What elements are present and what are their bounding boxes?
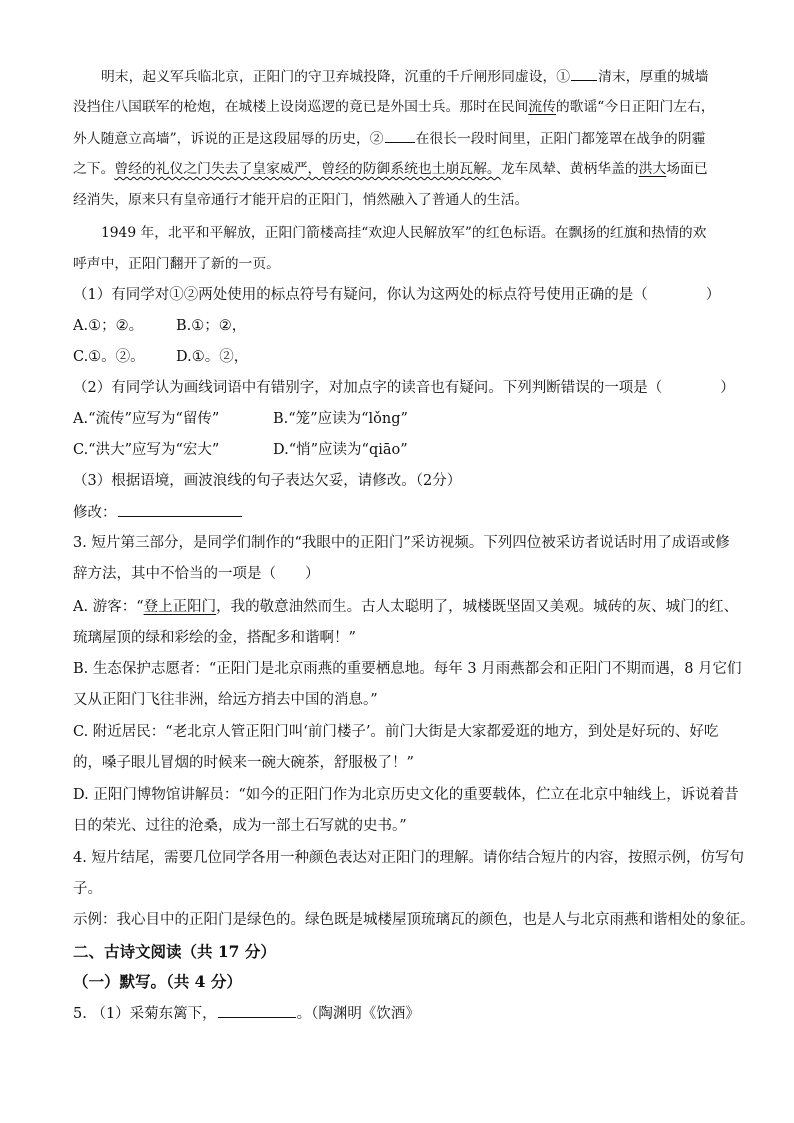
question-3-stem: （3）根据语境，画波浪线的句子表达欠妥，请修改。（2分） bbox=[73, 473, 462, 489]
option-a[interactable]: A.“流传”应写为“留传” bbox=[73, 411, 220, 427]
option-b-line[interactable]: 又从正阳门飞往非洲，给远方捎去中国的消息。” bbox=[73, 692, 378, 708]
option-d-line[interactable]: 日的荣光、过往的沧桑，成为一部土石写就的史书。” bbox=[73, 818, 407, 834]
option-b-line[interactable]: B. 生态保护志愿者：“正阳门是北京雨燕的重要栖息地。每年 3 月雨燕都会和正阳门不期而遇，8 月它们 bbox=[73, 661, 742, 677]
underlined-word-liuchuan: 流传 bbox=[528, 99, 556, 115]
option-c-line[interactable]: 的，嗓子眼儿冒烟的时候来一碗大碗茶，舒服极了！” bbox=[73, 755, 414, 771]
item-4-stem-line: 4. 短片结尾，需要几位同学各用一种颜色表达对正阳门的理解。请你结合短片的内容，按照示例，仿写句 bbox=[73, 850, 744, 866]
blank-2[interactable] bbox=[385, 128, 415, 143]
option-a-line[interactable] bbox=[73, 597, 738, 617]
question-5-line bbox=[73, 1003, 420, 1024]
passage-line bbox=[101, 66, 708, 87]
passage-text: 场面已 bbox=[666, 161, 708, 177]
passage-text: 外人随意立高墙”，诉说的正是这段屈辱的历史，② bbox=[73, 131, 384, 147]
answer-blank[interactable] bbox=[218, 1003, 296, 1018]
item-3-stem-line: 3. 短片第三部分，是同学们制作的“我眼中的正阳门”采访视频。下列四位被采访者说话时用了成语或修 bbox=[73, 535, 730, 551]
answer-label: 修改： bbox=[73, 505, 117, 521]
question-2-stem: （2）有同学认为画线词语中有错别字，对加点字的读音也有疑问。下列判断错误的一项是（ ） bbox=[73, 380, 735, 396]
question-5-text: 5. （1）采菊东篱下， bbox=[73, 1006, 217, 1022]
option-d[interactable]: D.“悄”应读为“qiāo” bbox=[273, 442, 408, 458]
item-4-stem-line: 子。 bbox=[73, 881, 102, 897]
option-d-line[interactable]: D. 正阳门博物馆讲解员：“如今的正阳门作为北京历史文化的重要载体，伫立在北京中轴线上，诉说着昔 bbox=[73, 787, 739, 803]
passage-line bbox=[73, 254, 280, 274]
question-5-source: 。（陶渊明《饮酒》 bbox=[296, 1006, 420, 1022]
passage-text: 呼声中，正阳门翻开了新的一页。 bbox=[73, 256, 280, 272]
question-1-stem: （1）有同学对①②两处使用的标点符号有疑问，你认为这两处的标点符号使用正确的是（ ） bbox=[73, 287, 721, 303]
section-heading: 二、古诗文阅读（共 17 分） bbox=[73, 942, 276, 961]
passage-text: 之下。 bbox=[73, 161, 115, 177]
item-4-example: 示例：我心目中的正阳门是绿色的。绿色既是城楼屋顶琉璃瓦的颜色，也是人与北京雨燕和谐相处的象征。 bbox=[73, 912, 755, 928]
option-c-line[interactable]: C. 附近居民：“老北京人管正阳门叫‘前门楼子’。前门大街是大家都爱逛的地方，到处是好玩的、好吃 bbox=[73, 724, 719, 740]
question-1-options-row bbox=[73, 347, 249, 367]
passage-text: 1949 年，北平和平解放，正阳门箭楼高挂“欢迎人民解放军”的红色标语。在飘扬的红旗和热情的欢 bbox=[101, 225, 707, 241]
passage-line bbox=[73, 97, 715, 117]
passage-line bbox=[73, 190, 528, 210]
underlined-phrase: 登上正阳门 bbox=[143, 599, 217, 615]
question-2-options-row bbox=[73, 409, 408, 429]
passage-text: 的歌谣“今日正阳门左右， bbox=[555, 99, 715, 115]
wavy-underlined-sentence: 曾经的礼仪之门失去了皇家威严，曾经的防御系统也土崩瓦解。 bbox=[114, 161, 501, 177]
passage-text: 在很长一段时间里，正阳门都笼罩在战争的阴霾 bbox=[415, 131, 706, 147]
option-text: ，我的敬意油然而生。古人太聪明了，城楼既坚固又美观。城砖的灰、城门的红、 bbox=[216, 599, 739, 615]
passage-text: 没挡住八国联军的枪炮，在城楼上设岗巡逻的竟已是外国士兵。那时在民间 bbox=[73, 99, 529, 115]
option-a-line[interactable]: 琉璃屋顶的绿和彩绘的金，搭配多和谐啊！” bbox=[73, 630, 356, 646]
item-3-stem-line: 辞方法，其中不恰当的一项是（ ） bbox=[73, 566, 320, 582]
passage-line bbox=[101, 223, 706, 243]
option-d[interactable]: D.①。②， bbox=[176, 349, 249, 365]
answer-blank[interactable] bbox=[118, 502, 242, 517]
passage-text: 清末，厚重的城墙 bbox=[598, 69, 709, 85]
passage-line bbox=[73, 128, 705, 149]
question-1-options-row bbox=[73, 316, 247, 336]
answer-line bbox=[73, 502, 243, 523]
passage-text: 明末，起义军兵临北京，正阳门的守卫弃城投降，沉重的千斤闸形同虚设，① bbox=[101, 69, 571, 85]
option-a[interactable]: A.①；②。 bbox=[73, 318, 144, 334]
blank-1[interactable] bbox=[571, 66, 597, 81]
option-c[interactable]: C.①。②。 bbox=[73, 349, 145, 365]
option-text: A. 游客：“ bbox=[73, 599, 144, 615]
option-b[interactable]: B.“笼”应读为“lǒng” bbox=[273, 411, 408, 427]
question-2-options-row bbox=[73, 440, 408, 460]
subsection-heading: （一）默写。（共 4 分） bbox=[73, 972, 242, 991]
passage-text: 龙车凤辇、黄柄华盖的 bbox=[500, 161, 639, 177]
option-c[interactable]: C.“洪大”应写为“宏大” bbox=[73, 442, 220, 458]
option-b[interactable]: B.①；②， bbox=[176, 318, 247, 334]
passage-line bbox=[73, 159, 708, 179]
passage-text: 经消失，原来只有皇帝通行才能开启的正阳门，悄然融入了普通人的生活。 bbox=[73, 192, 529, 208]
underlined-word-hongda: 洪大 bbox=[638, 161, 667, 177]
